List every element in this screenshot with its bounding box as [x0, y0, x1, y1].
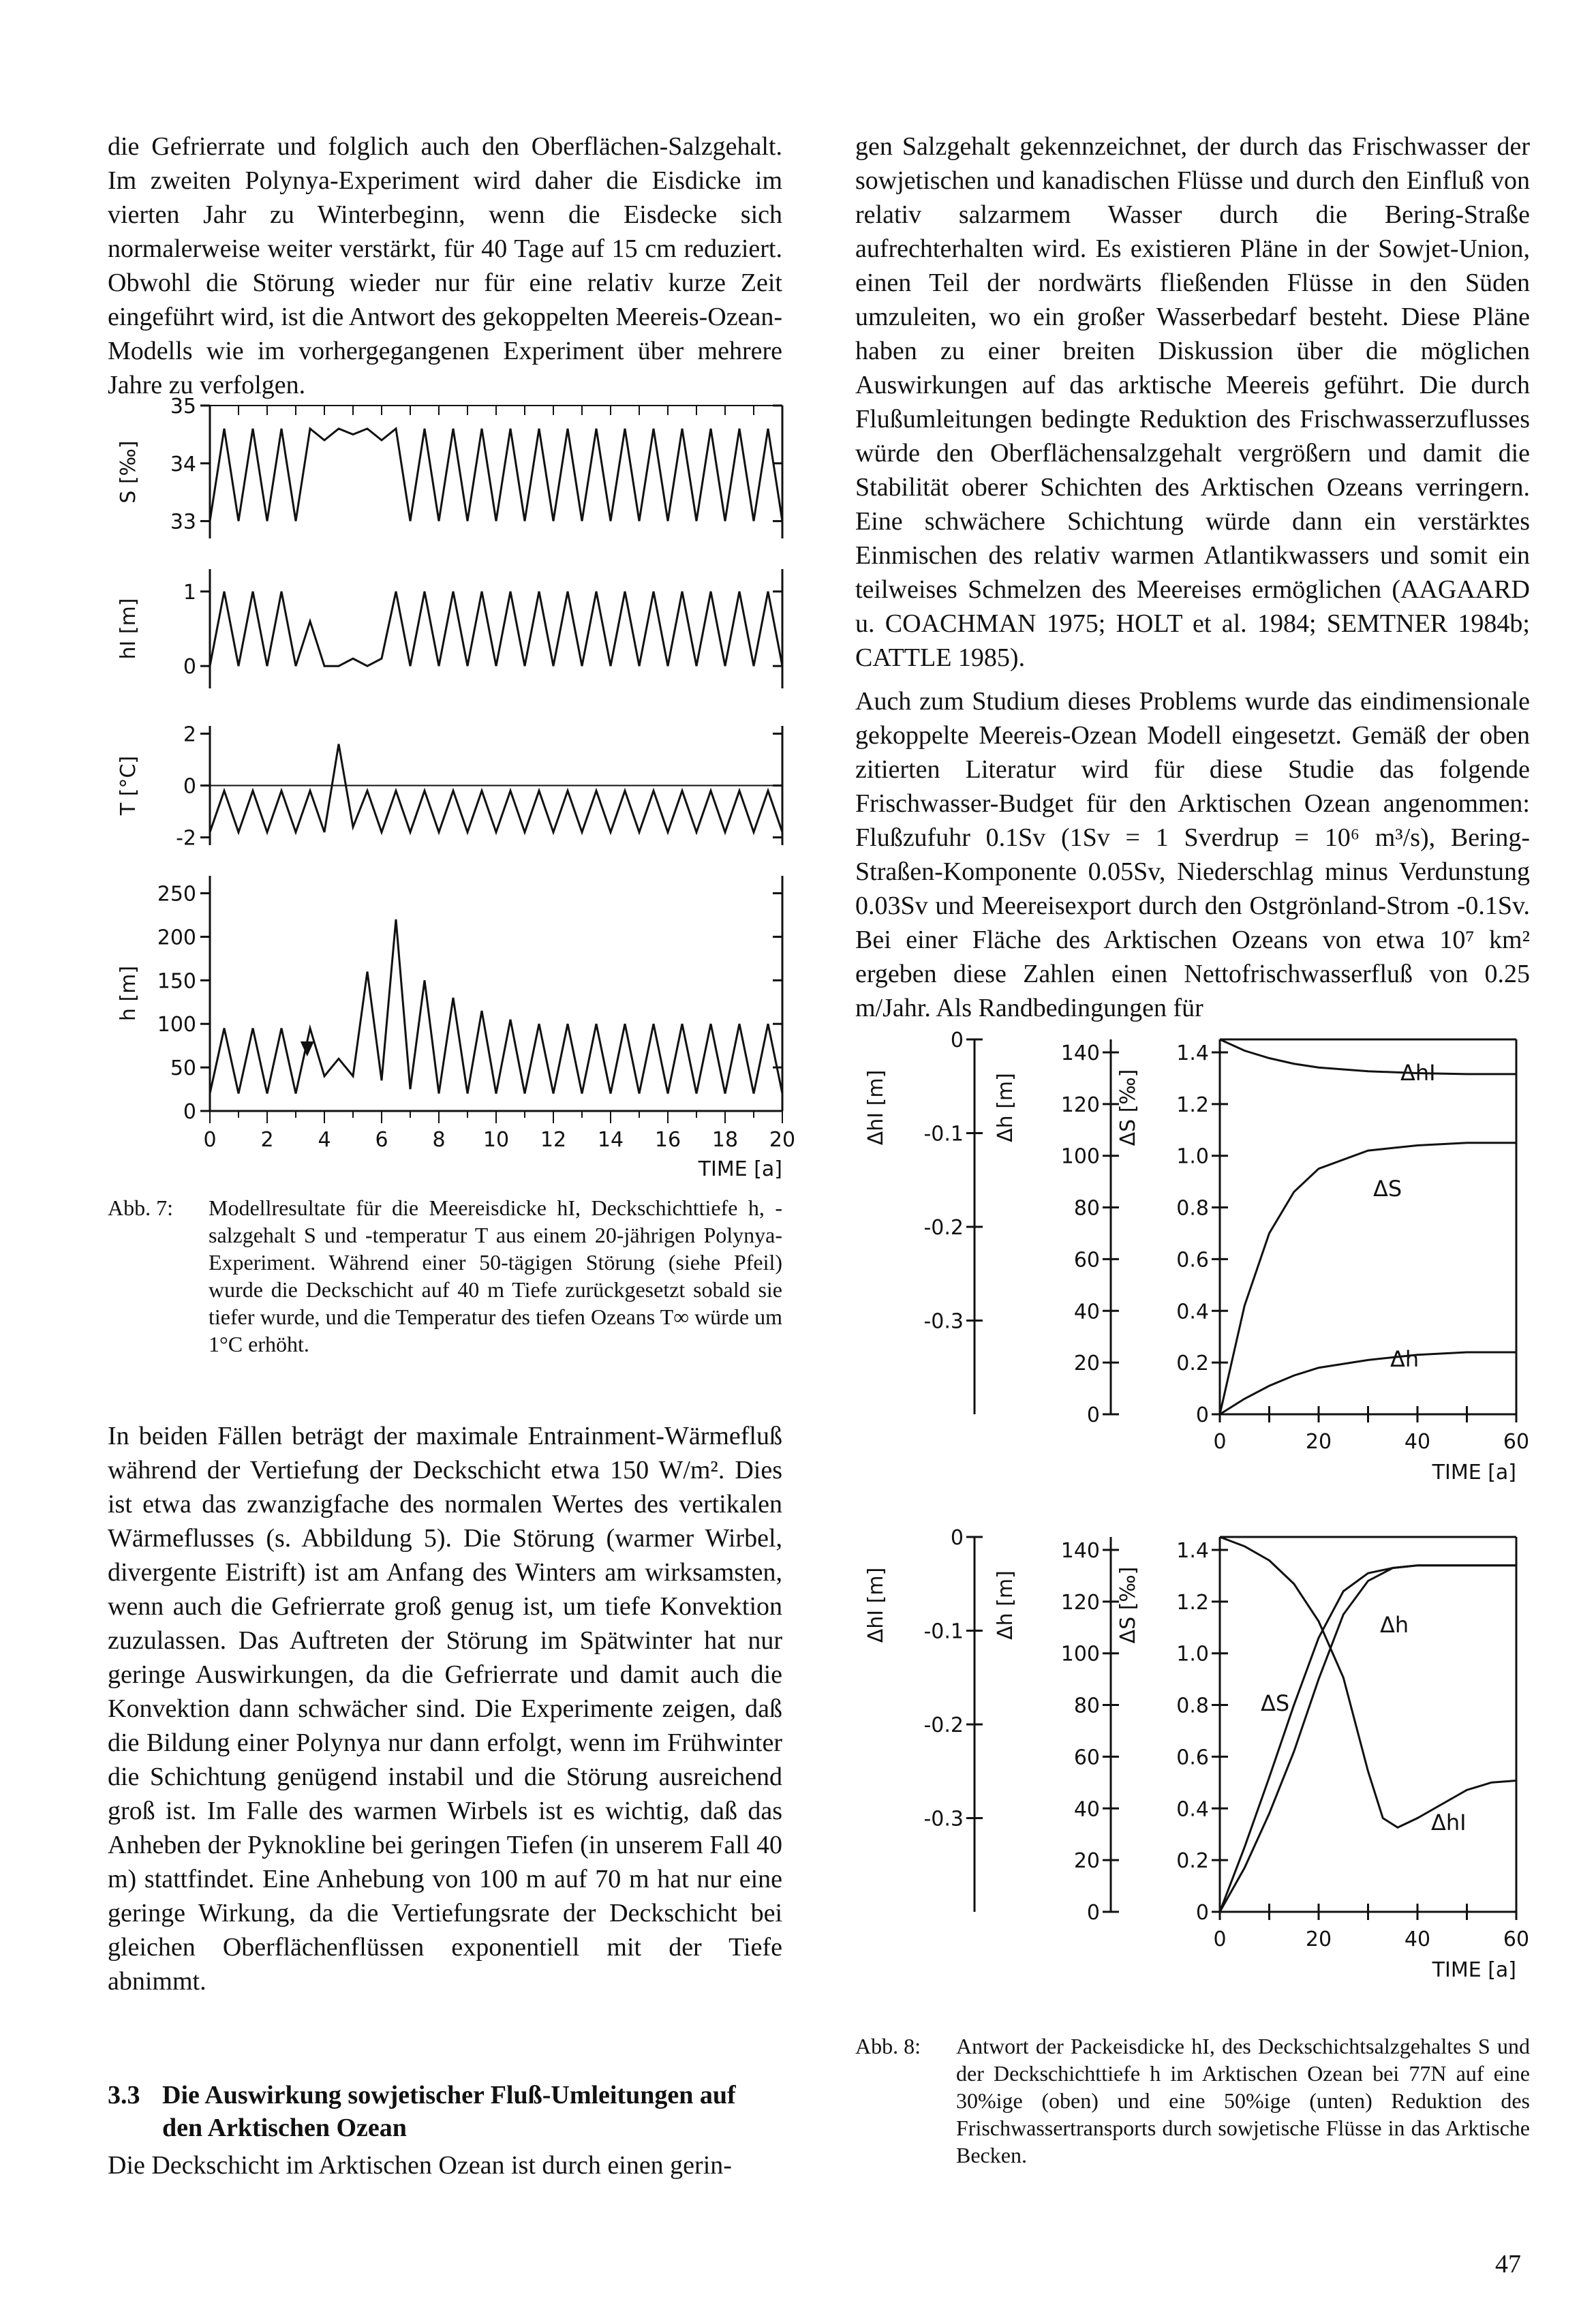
fig8-dh-tick-label: 140 [1060, 1538, 1100, 1563]
fig7-xtick-label: 10 [482, 1128, 510, 1152]
fig8-ds-tick-label: 0 [1195, 1901, 1209, 1925]
fig8-dhi-tick-label: -0.3 [923, 1807, 964, 1831]
fig8-dhi-tick-label: -0.1 [923, 1619, 964, 1644]
fig8-ds-curve [1220, 1143, 1516, 1414]
fig8-dh-tick-label: 20 [1073, 1849, 1100, 1874]
figure-7-caption [108, 1194, 782, 1358]
figure-8-bottom-plot [855, 1523, 1537, 2021]
fig8-xtick-label: 0 [1213, 1430, 1227, 1454]
fig7-disturbance-arrow [301, 1041, 314, 1056]
fig7-xtick-label: 4 [318, 1128, 331, 1152]
fig7-panel-2-ylabel: T [°C] [117, 755, 140, 816]
fig8-dhi-tick-label: 0 [950, 1029, 964, 1052]
left-paragraph-2: In beiden Fällen beträgt der maximale Entrainment-Wärmefluß während der Vertiefung der Deckschicht etwa 150 W/m². Dies ist etwa das zwanzigfache des normalen Wertes des vertikalen Wärmeflusses (s. Abbildung 5). Die Störung (warmer Wirbel, divergente Eistrift) ist am Anfang des Winters am wirksamsten, wenn auch die Gefrierrate groß genug ist, um tiefe Konvektion zuzulassen. Das Auftreten der Störung im Spätwinter hat nur geringe Auswirkungen, da die Gefrierrate und damit auch die Konvektion dann schwächer sind. Die Experimente zeigen, daß die Bildung einer Polynya nur dann erfolgt, wenn im Frühwinter die Schichtung genügend instabil und die Störung ausreichend groß ist. Im Falle des warmen Wirbels ist es wichtig, daß das Anheben der Pyknokline bei geringen Tiefen (in unserem Fall 40 m) stattfindet. Eine Anhebung von 100 m auf 70 m hat nur eine geringe Wirkung, da die Vertiefungsrate der Deckschicht bei gleichen Oberflächenflüssen exponentiell mit der Tiefe abnimmt. [108, 1422, 782, 1996]
fig7-panel-2-ytick-label: -2 [176, 826, 196, 851]
figure-7-caption-text: Modellresultate für die Meereisdicke hI, Deckschichttiefe h, -salzgehalt S und -temperatur T aus einem 20-jährigen Polynya-Experiment. Während einer 50-tägigen Störung (siehe Pfeil) wurde die Deckschicht auf 40 m Tiefe zurückgesetzt sobald sie tiefer wurde, und die Temperatur des tiefen Ozeans T∞ würde um 1°C erhöht. [209, 1195, 782, 1356]
fig8-dh-tick-label: 100 [1060, 1642, 1100, 1666]
fig8-xlabel: TIME [a] [1432, 1958, 1516, 1982]
fig7-panel-3-ytick-label: 0 [183, 1100, 196, 1124]
fig7-xtick-label: 16 [654, 1128, 681, 1152]
section-number: 3.3 [108, 2081, 140, 2109]
fig8-dh-tick-label: 120 [1060, 1093, 1100, 1117]
page-number: 47 [1495, 2250, 1521, 2279]
fig8-dh-axis-label: Δh [m] [994, 1073, 1017, 1142]
figure-8-top-plot [855, 1026, 1537, 1517]
fig7-panel-3-ytick-label: 150 [157, 969, 196, 994]
fig8-dh-tick-label: 60 [1073, 1248, 1100, 1273]
fig7-panel-2-ytick-label: 0 [183, 774, 196, 799]
fig7-panel-1-ylabel: hI [m] [117, 598, 140, 660]
fig7-xtick-label: 14 [597, 1128, 624, 1152]
right-paragraph-1: gen Salzgehalt gekennzeichnet, der durch das Frischwasser der sowjetischen und kanadischen Flüsse und durch den Einfluß von relativ salzarmem Wasser durch die Bering-Straße aufrechterhalten wird. Es existieren Pläne in der Sowjet-Union, einen Teil der nordwärts fließenden Flüsse in den Süden umzuleiten, wo ein großer Wasserbedarf besteht. Diese Pläne haben zu einer breiten Diskussion über die möglichen Auswirkungen auf das arktische Meereis geführt. Die durch Flußumleitungen bedingte Reduktion des Frischwasserzuflusses würde den Oberflächensalzgehalt vergrößern und damit die Stabilität oberer Schichten des Arktischen Ozeans verringern. Eine schwächere Schichtung würde dann ein verstärktes Einmischen des relativ warmen Atlantikwassers und somit ein teilweises Schmelzen des Meereises ermöglichen (AAGAARD u. COACHMAN 1975; HOLT et al. 1984; SEMTNER 1984b; CATTLE 1985). [855, 132, 1530, 672]
fig8-dh-tick-label: 40 [1073, 1300, 1100, 1324]
fig7-xtick-label: 18 [711, 1128, 739, 1152]
fig8-dhi-tick-label: -0.1 [923, 1122, 964, 1146]
fig8-ds-tick-label: 0.2 [1176, 1352, 1209, 1376]
fig8-dhi-tick-label: 0 [950, 1526, 964, 1550]
fig8-dh-tick-label: 100 [1060, 1144, 1100, 1169]
figure-8-bottom [855, 1523, 1537, 2021]
section-title: Die Auswirkung sowjetischer Fluß-Umleitungen auf den Arktischen Ozean [162, 2081, 736, 2142]
fig8-ds-curve-label: ΔS [1373, 1176, 1402, 1202]
figure-7-caption-label: Abb. 7: [108, 1195, 173, 1220]
fig8-dh-tick-label: 60 [1073, 1746, 1100, 1770]
fig7-panel-1-ytick-label: 1 [183, 580, 196, 605]
figure-8-caption [855, 2032, 1530, 2169]
figure-7 [108, 395, 796, 1193]
fig8-xtick-label: 20 [1305, 1430, 1332, 1454]
right-paragraph-2: Auch zum Studium dieses Problems wurde das eindimensionale gekoppelte Meereis-Ozean Modell eingesetzt. Gemäß der oben zitierten Literatur wird für diese Studie das folgende Frischwasser-Budget für den Arktischen Ozean angenommen: Flußzufuhr 0.1Sv (1Sv = 1 Sverdrup = 10⁶ m³/s), Bering-Straßen-Komponente 0.05Sv, Niederschlag minus Verdunstung 0.03Sv und Meereisexport durch den Ostgrönland-Strom -0.1Sv. Bei einer Fläche des Arktischen Ozeans von etwa 10⁷ km² ergeben diese Zahlen einen Nettofrischwasserfluß von 0.25 m/Jahr. Als Randbedingungen für [855, 687, 1530, 1022]
fig8-ds-tick-label: 0.8 [1176, 1694, 1209, 1718]
figure-8-caption-text: Antwort der Packeisdicke hI, des Deckschichtsalzgehaltes S und der Deckschichttiefe h im Arktischen Ozean bei 77N auf eine 30%ige (oben) und eine 50%ige (unten) Reduktion des Frischwassertransports durch sowjetische Flüsse in das Arktische Becken. [956, 2034, 1530, 2167]
fig8-dh-tick-label: 80 [1073, 1694, 1100, 1718]
fig8-ds-tick-label: 0.2 [1176, 1849, 1209, 1874]
left-closing-line: Die Deckschicht im Arktischen Ozean ist durch einen gerin- [108, 2151, 732, 2180]
fig7-panel-3-ytick-label: 50 [170, 1056, 196, 1081]
fig8-dh-curve-label: Δh [1380, 1612, 1409, 1638]
fig8-dhi-tick-label: -0.3 [923, 1309, 964, 1334]
fig8-ds-tick-label: 0 [1195, 1403, 1209, 1427]
fig7-panel-0-ytick-label: 34 [170, 452, 196, 476]
fig8-dh-tick-label: 80 [1073, 1196, 1100, 1221]
fig7-xtick-label: 0 [203, 1128, 217, 1152]
fig7-panel-1-ytick-label: 0 [183, 655, 196, 680]
fig7-series-2-line [210, 744, 782, 832]
figure-7-plot [108, 395, 796, 1193]
fig8-ds-curve-label: ΔS [1261, 1690, 1290, 1716]
fig8-dhi-curve [1220, 1039, 1516, 1074]
fig8-ds-axis-label: ΔS [‰] [1116, 1566, 1140, 1644]
fig8-dh-axis-label: Δh [m] [994, 1570, 1017, 1640]
fig7-series-1-line [210, 592, 782, 666]
fig8-xtick-label: 0 [1213, 1928, 1227, 1951]
fig7-xtick-label: 12 [540, 1128, 567, 1152]
fig8-ds-tick-label: 0.6 [1176, 1248, 1209, 1273]
fig8-dhi-curve-label: ΔhI [1431, 1810, 1467, 1835]
fig8-dh-tick-label: 0 [1086, 1403, 1100, 1427]
fig7-panel-0-ylabel: S [‰] [117, 440, 140, 504]
fig8-ds-tick-label: 0.6 [1176, 1746, 1209, 1770]
fig8-ds-tick-label: 1.0 [1176, 1642, 1209, 1666]
fig7-panel-3-ytick-label: 200 [157, 926, 196, 950]
fig7-panel-0-ytick-label: 33 [170, 510, 196, 534]
fig8-ds-tick-label: 1.2 [1176, 1093, 1209, 1117]
left-column-top [108, 129, 782, 402]
fig8-dh-tick-label: 140 [1060, 1041, 1100, 1065]
fig8-ds-curve [1220, 1566, 1516, 1912]
fig8-ds-tick-label: 0.8 [1176, 1196, 1209, 1221]
right-column-top [855, 129, 1530, 1025]
fig8-ds-tick-label: 1.2 [1176, 1590, 1209, 1615]
fig7-panel-3-ylabel: h [m] [117, 965, 140, 1022]
fig7-xtick-label: 8 [432, 1128, 446, 1152]
fig8-xtick-label: 20 [1305, 1928, 1332, 1951]
figure-8-top [855, 1026, 1537, 1517]
fig8-dhi-tick-label: -0.2 [923, 1216, 964, 1240]
fig8-xtick-label: 40 [1404, 1430, 1431, 1454]
left-paragraph-1: die Gefrierrate und folglich auch den Oberflächen-Salzgehalt. Im zweiten Polynya-Experiment wird daher die Eisdicke im vierten Jahr zu Winterbeginn, wenn die Eisdecke sich normalerweise weiter verstärkt, für 40 Tage auf 15 cm reduziert. Obwohl die Störung wieder nur für eine relativ kurze Zeit eingeführt wird, ist die Antwort des gekoppelten Meereis-Ozean-Modells wie im vorhergegangenen Experiment über mehrere Jahre zu verfolgen. [108, 132, 782, 399]
fig8-xtick-label: 60 [1503, 1430, 1530, 1454]
fig8-dhi-curve-label: ΔhI [1400, 1060, 1436, 1086]
fig7-series-0-line [210, 429, 782, 521]
fig8-dh-curve-label: Δh [1390, 1346, 1419, 1372]
fig8-dh-tick-label: 20 [1073, 1352, 1100, 1376]
fig8-dh-tick-label: 0 [1086, 1901, 1100, 1925]
fig7-xtick-label: 2 [260, 1128, 274, 1152]
figure-8-caption-label: Abb. 8: [855, 2034, 921, 2058]
fig7-panel-3-ytick-label: 100 [157, 1013, 196, 1037]
fig7-xtick-label: 20 [769, 1128, 796, 1152]
fig8-ds-axis-label: ΔS [‰] [1116, 1069, 1140, 1146]
fig8-xtick-label: 60 [1503, 1928, 1530, 1951]
fig8-xtick-label: 40 [1404, 1928, 1431, 1951]
fig7-xlabel: TIME [a] [698, 1157, 782, 1181]
fig8-ds-tick-label: 1.4 [1176, 1041, 1209, 1065]
fig7-panel-0-ytick-label: 35 [170, 395, 196, 418]
fig8-dhi-axis-label: ΔhI [m] [864, 1567, 888, 1643]
fig8-dhi-axis-label: ΔhI [m] [864, 1069, 888, 1146]
fig8-ds-tick-label: 1.4 [1176, 1538, 1209, 1563]
fig7-panel-3-ytick-label: 250 [157, 882, 196, 906]
fig8-ds-tick-label: 0.4 [1176, 1797, 1209, 1822]
fig8-dh-curve [1220, 1566, 1516, 1912]
fig8-dh-tick-label: 120 [1060, 1590, 1100, 1615]
fig8-dh-tick-label: 40 [1073, 1797, 1100, 1822]
fig7-xtick-label: 6 [375, 1128, 388, 1152]
fig8-xlabel: TIME [a] [1432, 1461, 1516, 1484]
fig8-dhi-tick-label: -0.2 [923, 1713, 964, 1737]
fig8-dh-curve [1220, 1352, 1516, 1414]
fig8-ds-tick-label: 1.0 [1176, 1144, 1209, 1169]
fig7-series-3-line [210, 919, 782, 1094]
fig8-ds-tick-label: 0.4 [1176, 1300, 1209, 1324]
fig7-panel-2-ytick-label: 2 [183, 722, 196, 747]
section-heading [108, 2079, 782, 2144]
left-column-bottom [108, 1419, 782, 1998]
